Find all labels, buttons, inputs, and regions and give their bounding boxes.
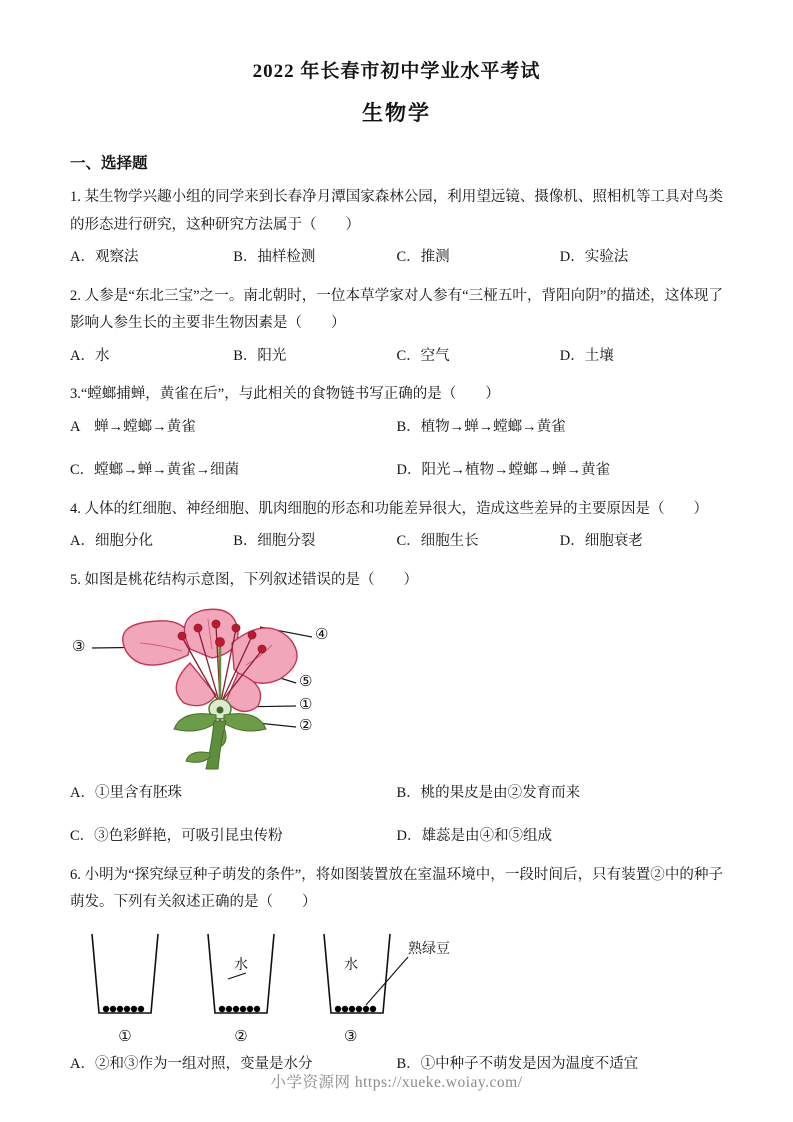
option-a: A．②和③作为一组对照，变量是水分 [70, 1055, 313, 1072]
question-5-options-row1 [70, 780, 723, 808]
question-2-options [70, 343, 723, 371]
question-2-stem: 2. 人参是“东北三宝”之一。南北朝时，一位本草学家对人参有“三桠五叶，背阳向阴”的描述，这体现了影响人参生长的主要非生物因素是（ ） [70, 287, 723, 332]
beaker-3-drawing [316, 931, 476, 1019]
question-2 [70, 283, 723, 371]
exam-subject: 生物学 [362, 101, 431, 125]
flower-label-petal: ③ [72, 638, 86, 655]
beaker-2-label: ② [234, 1028, 248, 1045]
question-3-options-row1 [70, 414, 723, 442]
option-d: D．雄蕊是由④和⑤组成 [396, 828, 552, 845]
flower-label-ovary-wall: ② [299, 717, 313, 734]
option-b: B．桃的果皮是由②发育而来 [396, 784, 581, 801]
cooked-bean-label: 熟绿豆 [408, 941, 450, 957]
option-c: C．推测 [396, 249, 450, 266]
option-d: D．细胞衰老 [559, 533, 643, 550]
site-watermark: 小学资源网 https://xueke.woiay.com/ [270, 1074, 523, 1091]
option-b: B．抽样检测 [233, 249, 316, 266]
question-4-stem: 4. 人体的红细胞、神经细胞、肌肉细胞的形态和功能差异很大，造成这些差异的主要原因是（ ） [70, 500, 708, 517]
question-3-stem: 3.“螳螂捕蝉，黄雀在后”，与此相关的食物链书写正确的是（ ） [70, 386, 500, 403]
peach-flower-figure [70, 603, 380, 775]
beaker-3-label: ③ [344, 1028, 358, 1045]
question-6-stem: 6. 小明为“探究绿豆种子萌发的条件”，将如图装置放在室温环境中，一段时间后，只有装置②中的种子萌发。下列有关叙述正确的是（ ） [70, 866, 723, 911]
beaker-2-drawing [200, 931, 282, 1019]
option-c: C．空气 [396, 347, 450, 364]
option-d: D．土壤 [559, 347, 614, 364]
beaker-1-label: ① [118, 1028, 132, 1045]
question-5 [70, 567, 723, 851]
question-1 [70, 184, 723, 272]
flower-label-filament: ⑤ [299, 673, 313, 690]
option-b: B．植物→蝉→螳螂→黄雀 [396, 418, 566, 435]
beaker-1 [84, 931, 166, 1046]
option-d: D．实验法 [559, 249, 629, 266]
option-b: B．细胞分裂 [233, 533, 316, 550]
beaker-3 [316, 931, 476, 1046]
question-5-options-row2 [70, 823, 723, 851]
option-b: B．①中种子不萌发是因为温度不适宜 [396, 1055, 639, 1072]
option-a: A．①里含有胚珠 [70, 784, 182, 801]
question-5-stem: 5. 如图是桃花结构示意图，下列叙述错误的是（ ） [70, 572, 418, 589]
question-1-stem: 1. 某生物学兴趣小组的同学来到长春净月潭国家森林公园，利用望远镜、摄像机、照相机等工具对鸟类的形态进行研究，这种研究方法属于（ ） [70, 189, 723, 233]
seed-experiment-figure [84, 931, 723, 1046]
option-b: B．阳光 [233, 347, 287, 364]
option-a: A．水 [70, 347, 110, 364]
water-label-3: 水 [344, 957, 358, 973]
option-d: D．阳光→植物→螳螂→蝉→黄雀 [396, 462, 610, 479]
question-1-options [70, 244, 723, 272]
question-4-options [70, 528, 723, 556]
option-a: A．观察法 [70, 249, 139, 266]
option-a: A．细胞分化 [70, 533, 153, 550]
question-3-options-row2 [70, 457, 723, 485]
flower-label-ovary: ① [299, 696, 313, 713]
beaker-1-drawing [84, 931, 166, 1019]
exam-title: 2022 年长春市初中学业水平考试 [252, 61, 541, 82]
beaker-2 [200, 931, 282, 1046]
peach-flower-illustration [70, 603, 380, 775]
option-c: C．③色彩鲜艳，可吸引昆虫传粉 [70, 828, 283, 845]
option-c: C．细胞生长 [396, 533, 479, 550]
option-a: A 蝉→螳螂→黄雀 [70, 418, 196, 435]
question-4 [70, 496, 723, 556]
question-3 [70, 381, 723, 485]
flower-label-anther: ④ [315, 626, 329, 643]
question-6 [70, 862, 723, 1079]
option-c: C．螳螂→蝉→黄雀→细菌 [70, 462, 240, 479]
water-label-2: 水 [234, 957, 248, 973]
section-heading: 一、选择题 [70, 155, 148, 172]
